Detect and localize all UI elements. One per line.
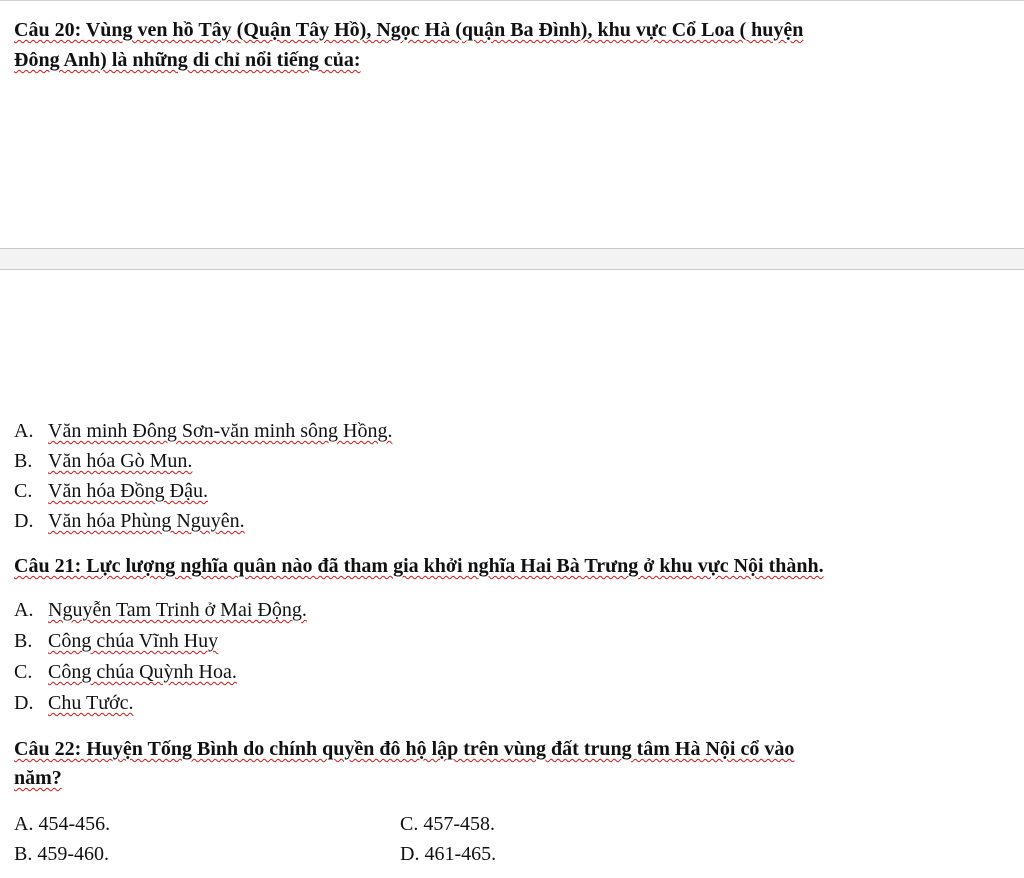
q21-option-a (14, 597, 307, 623)
option-text: Văn minh Đông Sơn-văn minh sông Hồng. (48, 420, 393, 442)
page-top-edge (0, 0, 1024, 1)
q21-option-b (14, 628, 218, 654)
option-letter: D. (14, 692, 34, 714)
q22-option-a: A. 454-456. (14, 813, 111, 835)
question-22-line-2: năm? (14, 767, 62, 789)
q20-option-d (14, 508, 245, 534)
q20-option-a (14, 418, 392, 444)
option-letter: A. (14, 599, 34, 621)
q22-option-b: B. 459-460. (14, 843, 109, 865)
page-break-gap (0, 248, 1024, 270)
question-20-line-1: Câu 20: Vùng ven hồ Tây (Quận Tây Hồ), Ngọc Hà (quận Ba Đình), khu vực Cổ Loa ( huyện (14, 19, 804, 41)
option-text: Văn hóa Phùng Nguyên. (48, 510, 245, 532)
option-letter: B. (14, 630, 33, 652)
option-text: Văn hóa Đồng Đậu. (48, 480, 208, 502)
option-letter: C. (14, 661, 33, 683)
option-text: Chu Tước. (48, 692, 134, 714)
question-22-line-1: Câu 22: Huyện Tống Bình do chính quyền đô hộ lập trên vùng đất trung tâm Hà Nội cổ vào (14, 738, 795, 760)
option-text: Nguyễn Tam Trinh ở Mai Động. (48, 599, 307, 621)
option-letter: A. (14, 420, 34, 442)
option-text: Văn hóa Gò Mun. (48, 450, 193, 472)
q20-option-b (14, 448, 192, 474)
question-20-line-2: Đông Anh) là những di chỉ nổi tiếng của: (14, 49, 361, 71)
q22-option-c: C. 457-458. (400, 813, 495, 835)
q20-option-c (14, 478, 208, 504)
q21-option-d (14, 690, 134, 716)
option-letter: B. (14, 450, 33, 472)
option-letter: C. (14, 480, 33, 502)
q22-option-d: D. 461-465. (400, 843, 497, 865)
option-letter: D. (14, 510, 34, 532)
q21-option-c (14, 659, 237, 685)
option-text: Công chúa Vĩnh Huy (48, 630, 219, 652)
option-text: Công chúa Quỳnh Hoa. (48, 661, 237, 683)
question-21-line-1: Câu 21: Lực lượng nghĩa quân nào đã tham gia khởi nghĩa Hai Bà Trưng ở khu vực Nội thành. (14, 555, 824, 577)
